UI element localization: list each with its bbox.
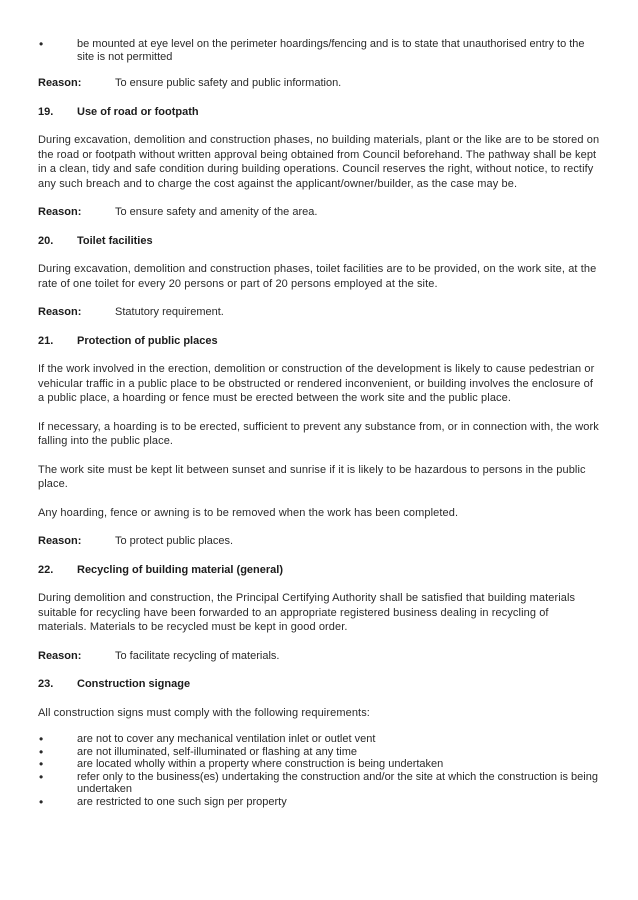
paragraph: If necessary, a hoarding is to be erected, sufficient to prevent any substance from, or in connection with, the work falling into the public place. — [38, 420, 599, 447]
list-item: • are restricted to one such sign per property — [39, 794, 287, 809]
section-number: 23. — [38, 678, 54, 690]
section-number: 21. — [38, 334, 54, 347]
list-item: • refer only to the business(es) undertaking the construction and/or the site at which the construction is being undertaken — [39, 769, 598, 795]
bullet-icon: • — [39, 732, 44, 746]
section-heading-23 — [38, 677, 600, 692]
paragraph: During excavation, demolition and construction phases, no building materials, plant or the like are to be stored on the road or footpath without written approval being obtained from Council beforehand. The pathway shall be kept in a clean, tidy and safe condition during building operations. Council reserves the right, without notice, to rectify any such breach and to charge the cost against the applicant/owner/builder, as the case may be. — [38, 134, 600, 190]
reason-row — [38, 76, 600, 91]
section-heading-21 — [38, 334, 600, 349]
top-bullet-list — [38, 38, 600, 63]
reason-label: Reason: — [38, 77, 82, 89]
section-number: 22. — [38, 563, 54, 576]
section-title: Construction signage — [77, 678, 191, 690]
reason-row — [38, 205, 600, 220]
section-title: Recycling of building material (general) — [77, 563, 283, 576]
reason-text: To facilitate recycling of materials. — [115, 649, 280, 662]
bullet-icon: • — [39, 744, 44, 759]
list-item: • are not illuminated, self-illuminated or flashing at any time — [39, 744, 358, 759]
section-title: Use of road or footpath — [77, 105, 199, 118]
paragraph: All construction signs must comply with the following requirements: — [38, 706, 370, 719]
reason-label: Reason: — [38, 306, 82, 318]
reason-label: Reason: — [38, 649, 82, 662]
document-page — [38, 38, 600, 808]
bullet-icon: • — [39, 794, 44, 809]
reason-label: Reason: — [38, 206, 82, 218]
section-title: Toilet facilities — [77, 234, 153, 247]
reason-row — [38, 534, 600, 549]
signage-bullet-list — [38, 733, 600, 808]
reason-text: Statutory requirement. — [115, 306, 224, 318]
reason-text: To ensure safety and amenity of the area. — [115, 206, 318, 218]
reason-row — [38, 305, 600, 320]
paragraph: The work site must be kept lit between sunset and sunrise if it is likely to be hazardous to persons in the public place. — [38, 463, 586, 490]
reason-label: Reason: — [38, 535, 82, 547]
list-item: • are not to cover any mechanical ventilation inlet or outlet vent — [39, 732, 376, 746]
section-heading-20 — [38, 234, 600, 249]
list-item: • are located wholly within a property where construction is being undertaken — [39, 757, 444, 771]
paragraph: During excavation, demolition and construction phases, toilet facilities are to be provided, on the work site, at the rate of one toilet for every 20 persons or part of 20 persons employed at the site. — [38, 263, 597, 290]
paragraph: During demolition and construction, the Principal Certifying Authority shall be satisfied that building materials suitable for recycling have been forwarded to an appropriate registered business dealing in recycling of materials. Materials to be recycled must be kept in good order. — [38, 592, 576, 633]
section-number: 20. — [38, 234, 54, 247]
reason-text: To protect public places. — [115, 535, 234, 547]
paragraph: Any hoarding, fence or awning is to be removed when the work has been completed. — [38, 506, 459, 519]
paragraph: If the work involved in the erection, demolition or construction of the development is likely to cause pedestrian or vehicular traffic in a public place to be obstructed or rendered inconvenient, or building involves the enclosure of a public place, a hoarding or fence must be erected between the work site and the public place. — [38, 363, 595, 404]
section-heading-22 — [38, 563, 600, 578]
section-number: 19. — [38, 105, 54, 118]
reason-row — [38, 649, 600, 664]
bullet-icon: • — [39, 37, 44, 51]
bullet-icon: • — [39, 769, 44, 784]
list-item: • be mounted at eye level on the perimeter hoardings/fencing and is to state that unauthorised entry to the site is not permitted — [39, 37, 585, 63]
section-heading-19 — [38, 105, 600, 120]
section-title: Protection of public places — [77, 334, 218, 347]
reason-text: To ensure public safety and public information. — [115, 77, 342, 89]
bullet-icon: • — [39, 757, 44, 771]
